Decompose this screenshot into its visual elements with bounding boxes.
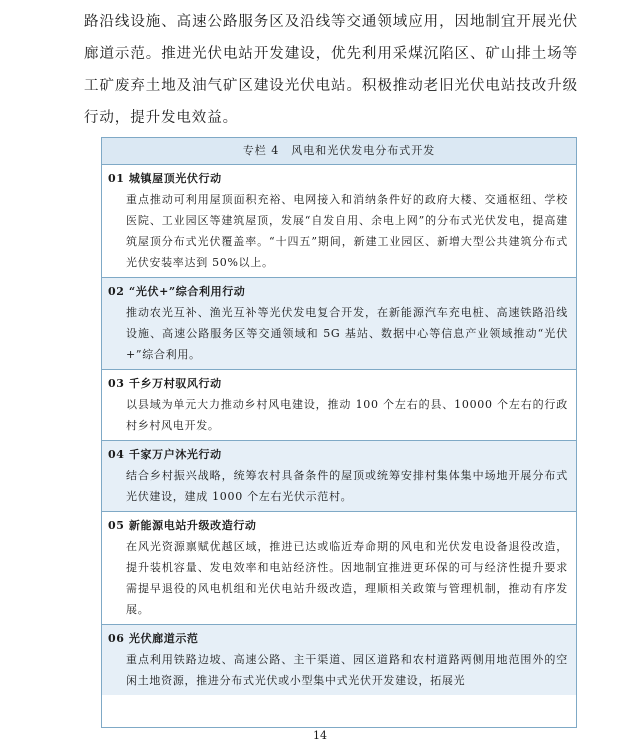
section-station-upgrade — [102, 512, 576, 625]
intro-paragraph — [84, 6, 578, 134]
section-pv-plus — [102, 278, 576, 370]
section-body: 推动农光互补、渔光互补等光伏发电复合开发，在新能源汽车充电桩、高速铁路沿线设施、高速公路服务区等交通领域和 5G 基站、数据中心等信息产业领域推动“光伏+”综合利用。 — [126, 306, 568, 361]
section-body: 重点利用铁路边坡、高速公路、主干渠道、园区道路和农村道路两侧用地范围外的空闲土地资源，推进分布式光伏或小型集中式光伏开发建设，拓展光 — [126, 653, 568, 687]
section-heading: 05 新能源电站升级改造行动 — [108, 519, 257, 532]
section-household-solar — [102, 441, 576, 512]
section-pv-corridor — [102, 625, 576, 695]
page-number: 14 — [313, 729, 327, 742]
section-body: 重点推动可利用屋顶面积充裕、电网接入和消纳条件好的政府大楼、交通枢纽、学校医院、工业园区等建筑屋顶，发展“自发自用、余电上网”的分布式光伏发电，提高建筑屋顶分布式光伏覆盖率。“十四五”期间，新建工业园区、新增大型公共建筑分布式光伏安装率达到 50%以上。 — [126, 193, 568, 269]
section-heading: 06 光伏廊道示范 — [108, 632, 199, 645]
box-title: 专栏 4 风电和光伏发电分布式开发 — [102, 138, 576, 165]
section-body: 结合乡村振兴战略，统筹农村具备条件的屋顶或统筹安排村集体集中场地开展分布式光伏建设，建成 1000 个左右光伏示范村。 — [126, 469, 568, 503]
section-heading: 01 城镇屋顶光伏行动 — [108, 172, 222, 185]
special-column-box — [101, 137, 577, 728]
intro-text: 路沿线设施、高速公路服务区及沿线等交通领域应用，因地制宜开展光伏廊道示范。推进光伏电站开发建设，优先利用采煤沉陷区、矿山排土场等工矿废弃土地及油气矿区建设光伏电站。积极推动老旧光伏电站技改升级行动，提升发电效益。 — [84, 14, 578, 126]
section-heading: 04 千家万户沐光行动 — [108, 448, 222, 461]
section-village-wind — [102, 370, 576, 441]
section-body: 在风光资源禀赋优越区域，推进已达或临近寿命期的风电和光伏发电设备退役改造，提升装机容量、发电效率和电站经济性。因地制宜推进更环保的可与经济性提升要求需提早退役的风电机组和光伏电站升级改造，理顺相关政策与管理机制，推动有序发展。 — [126, 540, 568, 616]
section-body: 以县域为单元大力推动乡村风电建设，推动 100 个左右的县、10000 个左右的行政村乡村风电开发。 — [126, 398, 568, 432]
section-heading: 03 千乡万村驭风行动 — [108, 377, 222, 390]
section-urban-rooftop-pv — [102, 165, 576, 278]
section-heading: 02 “光伏+”综合利用行动 — [108, 285, 246, 298]
